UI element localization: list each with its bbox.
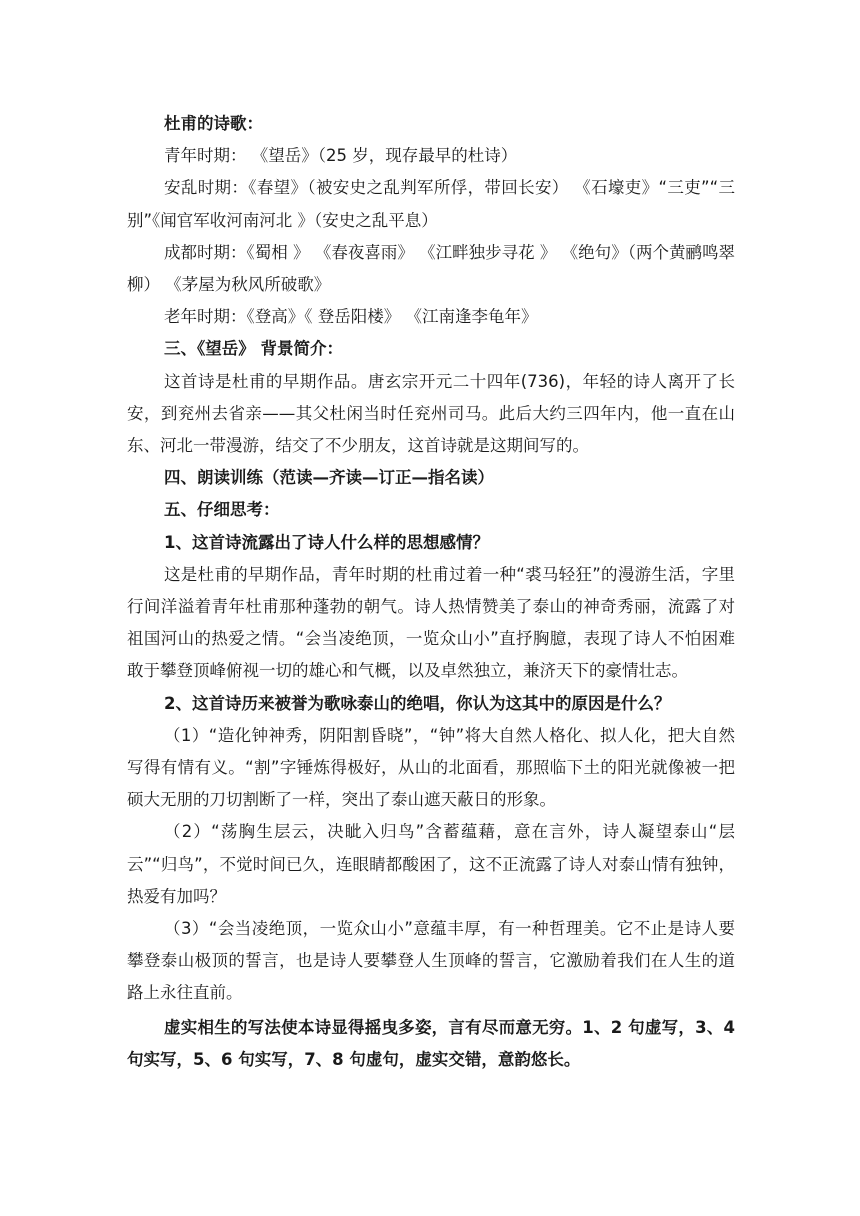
period-chengdu: 成都时期：《蜀相 》 《春夜喜雨》 《江畔独步寻花 》 《绝句》（两个黄鹂鸣翠柳） 《茅屋为秋风所破歌》: [127, 242, 735, 295]
answer-2-point-2: （2）“荡胸生层云，决眦入归鸟”含蓄蕴藉，意在言外，诗人凝望泰山“层云”“归鸟”，不觉时间已久，连眼睛都酸困了，这不正流露了诗人对泰山情有独钟，热爱有加吗？: [127, 822, 735, 906]
question-1: 1、这首诗流露出了诗人什么样的思想感情？: [164, 532, 489, 552]
du-fu-poems-heading: 杜甫的诗歌：: [164, 114, 263, 133]
document-body: [127, 108, 735, 1076]
question-2: 2、这首诗历来被誉为歌咏泰山的绝唱，你认为这其中的原因是什么？: [164, 693, 671, 713]
period-old-age: 老年时期：《登高》《 登岳阳楼》 《江南逢李龟年》: [164, 307, 538, 327]
period-youth: 青年时期： 《望岳》（25 岁，现存最早的杜诗）: [164, 146, 518, 166]
section3-heading: 三、《望岳》 背景简介：: [164, 339, 343, 359]
section5-heading: 五、仔细思考：: [164, 500, 280, 520]
summary-paragraph: 虚实相生的写法使本诗显得摇曳多姿，言有尽而意无穷。1、2 句虚写，3、4 句实写，5、6 句实写，7、8 句虚句，虚实交错，意韵悠长。: [127, 1017, 735, 1069]
answer-2-point-1: （1）“造化钟神秀，阴阳割昏晓”，“钟”将大自然人格化、拟人化，把大自然写得有情有义。“割”字锤炼得极好，从山的北面看，那照临下土的阳光就像被一把硕大无朋的刀切割断了一样，突出了泰山遮天蔽日的形象。: [127, 725, 735, 810]
answer-1: 这是杜甫的早期作品，青年时期的杜甫过着一种“裘马轻狂”的漫游生活，字里行间洋溢着青年杜甫那种蓬勃的朝气。诗人热情赞美了泰山的神奇秀丽，流露了对祖国河山的热爱之情。“会当凌绝顶，一览众山小”直抒胸臆，表现了诗人不怕困难敢于攀登顶峰俯视一切的雄心和气概，以及卓然独立，兼济天下的豪情壮志。: [127, 564, 735, 681]
period-anshi: 安乱时期：《春望》（被安史之乱判军所俘，带回长安） 《石壕吏》“三吏”“三别”《闻官军收河南河北 》（安史之乱平息）: [127, 178, 735, 230]
section3-body: 这首诗是杜甫的早期作品。唐玄宗开元二十四年(736)，年轻的诗人离开了长安，到兖州去省亲——其父杜闲当时任兖州司马。此后大约三四年内，他一直在山东、河北一带漫游，结交了不少朋友，这首诗就是这期间写的。: [127, 371, 735, 456]
answer-2-point-3: （3）“会当凌绝顶，一览众山小”意蕴丰厚，有一种哲理美。它不止是诗人要攀登泰山极顶的誓言，也是诗人要攀登人生顶峰的誓言，它激励着我们在人生的道路上永往直前。: [127, 919, 735, 1003]
section4-heading: 四、朗读训练（范读—齐读—订正—指名读）: [164, 468, 494, 488]
